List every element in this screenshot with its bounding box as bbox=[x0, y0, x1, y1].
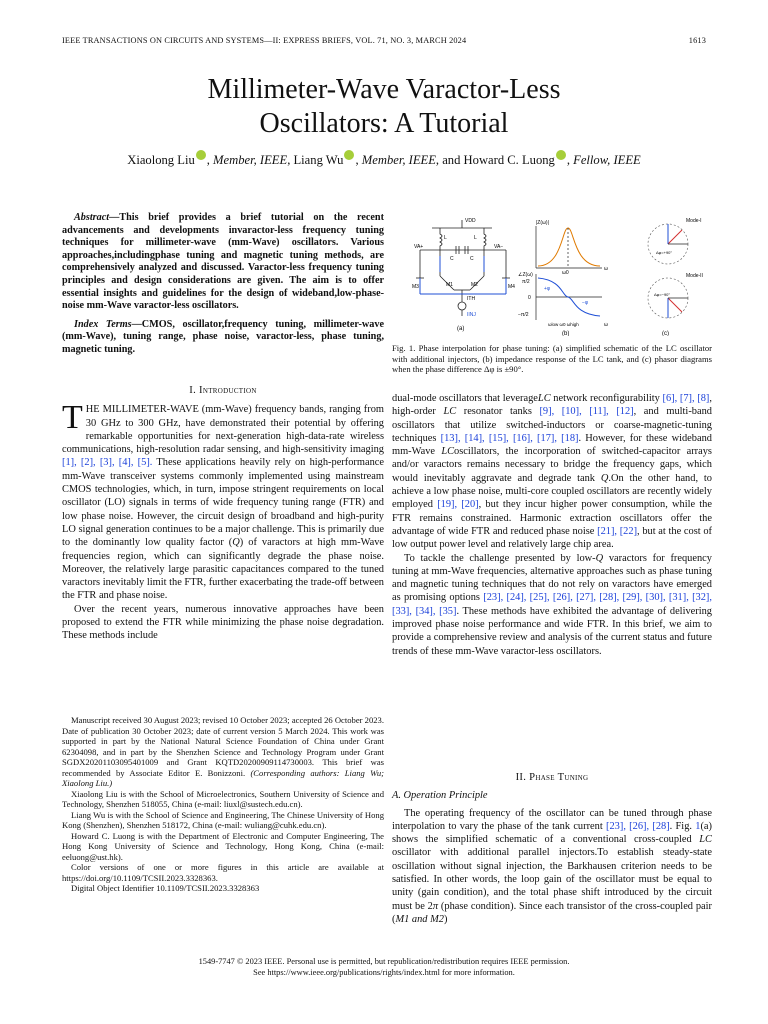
footnote-affiliation: Liang Wu is with the School of Science and Engineering, The Chinese University of Hong Kong (Shenzhen), Shenzhen 518172, China (e-mail: wuliang@cuhk.edu.cn). bbox=[62, 809, 384, 830]
journal-name: IEEE TRANSACTIONS ON CIRCUITS AND SYSTEMS—II: EXPRESS BRIEFS, VOL. 71, NO. 3, MARCH 2024 bbox=[62, 36, 467, 45]
citation-link[interactable]: [23], [26], [28] bbox=[606, 820, 670, 832]
paper-title bbox=[0, 73, 768, 141]
omega-label: ω bbox=[604, 266, 608, 272]
citation-link[interactable]: [23], [24], [25], [26], [27], [28], [29], [30], [31], [32], [33], [34], [35] bbox=[392, 592, 712, 617]
citation-link[interactable]: [6], [7], [8] bbox=[662, 393, 710, 404]
m4-label: M4 bbox=[508, 284, 515, 290]
author-1: Xiaolong Liu bbox=[127, 153, 195, 167]
figure-1 bbox=[412, 216, 712, 336]
inductor-label: L bbox=[444, 235, 447, 241]
m2-label: M2 bbox=[471, 282, 478, 288]
copyright-line-2: See https://www.ieee.org/publications/rights/index.html for more information. bbox=[253, 968, 515, 977]
vin-left-label: VA+ bbox=[414, 244, 424, 250]
phi-minus-label: −φ bbox=[582, 300, 589, 306]
title-line-1: Millimeter-Wave Varactor-Less bbox=[207, 74, 561, 105]
omega-axis-label: ωlow ω0 ωhigh bbox=[548, 322, 579, 327]
footnote-color: Color versions of one or more figures in this article are available at https://doi.org/10.1109/TCSII.2023.3328363. bbox=[62, 862, 384, 883]
dropcap: T bbox=[62, 399, 83, 437]
paragraph: dual-mode oscillators that leverageLC network reconfigurability [6], [7], [8], high-order LC resonator tanks [9], [10], [11], [12], and multi-band oscillators that utilize switched-inductors or coarse-magnetic-tuning techniques [13], [14], [15], [16], [17], [18]. However, for these wideband mm-Wave LCoscillators, the incorporation of switched-capacitor arrays and/or varactors remains necessary to bridge the frequency gaps, which would inevitably aggravate and degrade tank Q.On the other hand, to achieve a low phase noise, multi-core coupled oscillators are recently widely employed [19], [20], but they incur higher power consumption, while the FTR remains constrained. Harmonic extraction oscillators offer the advantage of wide FTR and reduced phase noise [21], [22], but at the cost of low output power level and relatively large chip area. bbox=[392, 393, 712, 551]
panel-label-b: (b) bbox=[562, 331, 570, 336]
section-heading: II. Phase Tuning bbox=[515, 772, 589, 783]
citation-link[interactable]: [13], [14], [15], [16], [17], [18] bbox=[440, 432, 579, 444]
orcid-icon[interactable] bbox=[556, 150, 566, 160]
figure-link[interactable]: 1 bbox=[695, 820, 701, 832]
abstract: Abstract—This brief provides a brief tutorial on the recent advancements and developments invaractor-less frequency tuning techniques for millimeter-wave (mm-Wave) oscillators. Various approaches,includingphase tuning and magnetic tuning methods, are comprehensively analyzed and discussed. Varactor-less frequency tuning principles and design considerations are given. The aim is to offer essential insights and guidelines for the design of wideband,low-phase-noise mm-Wave varactor-less oscillators. bbox=[62, 212, 384, 312]
bias-current-label: IINJ bbox=[467, 312, 476, 318]
copyright-notice bbox=[0, 956, 768, 978]
mode2-label: Mode-II bbox=[686, 273, 703, 279]
dphi-minus-label: Δφ=−90° bbox=[654, 292, 670, 297]
z-magnitude-label: |Z(ω)| bbox=[536, 220, 549, 226]
zero-label: 0 bbox=[528, 295, 531, 301]
page-number: 1613 bbox=[688, 36, 706, 45]
injector-paths bbox=[420, 256, 506, 294]
citation-link[interactable]: [21], [22] bbox=[597, 525, 638, 537]
author-1-role: Member, IEEE bbox=[213, 153, 288, 167]
paragraph: THE MILLIMETER-WAVE (mm-Wave) frequency bands, ranging from 30 GHz to 300 GHz, have demonstrated their potential by offering remarkable opportunities for next-generation high-data-rate wireless communications, high-resolution radar sensing, and high-sensitivity imaging [1], [2], [3], [4], [5]. These applications heavily rely on high-performance mm-Wave transceiver systems commonly implemented using mainstream CMOS technologies, which, in turn, impose stringent requirements on local oscillator (LO) signals in terms of wide frequency tuning range (FTR) and low phase noise. However, the circuit design of broadband and high-purity LO signal generation continues to be a major challenge. This is primarily due to the dominantly low quality factor (Q) of varactors at high mm-Wave frequencies region, which can significantly degrade the phase noise. Moreover, the relatively large parasitic capacitances compared to the tuned varactors inevitably limit the FTR, further exacerbating the trade-off between the FTR and phase noise. bbox=[62, 399, 385, 602]
index-terms: Index Terms—CMOS, oscillator,frequency tuning, millimeter-wave (mm-Wave), tuning range, phase noise, varactor-less, phase tuning, magnetic tuning. bbox=[62, 318, 384, 355]
footnote-manuscript: Manuscript received 30 August 2023; revised 10 October 2023; accepted 26 October 2023. Date of publication 30 October 2023; date of current version 5 March 2024. This work was supported in part by the National Natural Science Foundation of China under Grant 62304098, and in part by the Shenzhen Science and Technology Program under Grant SGDX20201103095401009 and Grant KQTD20200909114730003. This brief was recommended by Associate Editor E. Bonizzoni. (Corresponding authors: Liang Wu; Xiaolong Liu.) bbox=[62, 715, 384, 788]
author-2-role: Member, IEEE bbox=[361, 153, 436, 167]
impedance-plot bbox=[536, 226, 602, 320]
panel-label-a: (a) bbox=[457, 326, 465, 332]
citation-link[interactable]: [1], [2], [3], [4], [5]. bbox=[62, 457, 153, 469]
inductor-label: L bbox=[474, 235, 477, 241]
subsection-heading: A. Operation Principle bbox=[392, 790, 488, 802]
mode1-label: Mode-I bbox=[686, 218, 702, 224]
paragraph: The operating frequency of the oscillator can be tuned through phase interpolation to vary the phase of the tank current [23], [26], [28]. Fig. 1(a) shows the simplified schematic of a conventional cross-coupled LC oscillator with additional parallel injectors.To establish steady-state oscillation without signal injection, the Barkhausen criterion needs to be satisfied. In other words, the loop gain of the oscillator must be equal to unity (gain condition), and the total phase shift introduced by the circuit must be 2π (phase condition). Since each transistor of the cross-coupled pair (M1 and M2) bbox=[392, 807, 713, 925]
capacitor-label: C bbox=[450, 256, 454, 262]
pi-half-label: π/2 bbox=[522, 279, 530, 285]
m3-label: M3 bbox=[412, 284, 419, 290]
abstract-block bbox=[62, 212, 384, 357]
figure-caption: Fig. 1. Phase interpolation for phase tuning: (a) simplified schematic of the LC oscillator with additional injectors, (b) impedance response of the LC tank, and (c) phasor diagrams when the phase difference Δφ is ±90°. bbox=[392, 343, 712, 375]
citation-link[interactable]: [9], [10], [11], [12] bbox=[539, 406, 634, 418]
tail-current-label: ITH bbox=[467, 296, 476, 302]
orcid-icon[interactable] bbox=[196, 150, 206, 160]
title-line-2: Oscillators: A Tutorial bbox=[259, 108, 509, 139]
author-list: Xiaolong Liu , Member, IEEE, Liang Wu , Member, IEEE, and Howard C. Luong , Fellow, IEEE bbox=[0, 150, 768, 168]
dphi-plus-label: Δφ=+90° bbox=[656, 250, 672, 255]
copyright-line-1: 1549-7747 © 2023 IEEE. Personal use is permitted, but republication/redistribution requires IEEE permission. bbox=[198, 957, 570, 966]
phasor-diagrams bbox=[648, 224, 688, 318]
section-introduction bbox=[62, 384, 384, 643]
schematic bbox=[416, 220, 510, 316]
footnote-affiliation: Howard C. Luong is with the Department of Electronic and Computer Engineering, The Hong Kong University of Science and Technology, Hong Kong, China (e-mail: eeluong@ust.hk). bbox=[62, 830, 384, 862]
omega0-label: ω0 bbox=[562, 270, 569, 276]
paragraph: Over the recent years, numerous innovative approaches have been proposed to extend the FTR while minimizing the phase noise degradation. These methods include bbox=[62, 603, 384, 642]
orcid-icon[interactable] bbox=[344, 150, 354, 160]
vin-right-label: VA− bbox=[494, 244, 504, 250]
capacitor-label: C bbox=[470, 256, 474, 262]
citation-link[interactable]: [19], [20] bbox=[437, 499, 479, 511]
running-header bbox=[62, 36, 706, 45]
phi-plus-label: +φ bbox=[544, 286, 551, 292]
z-phase-label: ∠Z(ω) bbox=[518, 272, 533, 278]
section-phase-tuning bbox=[392, 771, 712, 926]
footnote-affiliation: Xiaolong Liu is with the School of Microelectronics, Southern University of Science and Technology, Shenzhen 518055, China (e-mail: liuxl@sustech.edu.cn). bbox=[62, 788, 384, 809]
paragraph: To tackle the challenge presented by low-Q varactors for frequency tuning at mm-Wave frequencies, alternative approaches such as phase tuning and magnetic tuning techniques that do not rely on varactors have emerged as promising options [23], [24], [25], [26], [27], [28], [29], [30], [31], [32], [33], [34], [35]. These methods have exhibited the advantage of delivering improved phase noise performance and wide FTR. In this brief, we aim to provide a comprehensive review and analysis of the current status and future trends of these mm-Wave varactor-less oscillators. bbox=[392, 552, 712, 657]
vdd-label: VDD bbox=[465, 218, 476, 224]
m1-label: M1 bbox=[446, 282, 453, 288]
minus-pi-half-label: −π/2 bbox=[518, 312, 529, 318]
footnote-doi: Digital Object Identifier 10.1109/TCSII.2023.3328363 bbox=[71, 883, 260, 893]
section-heading: I. Introduction bbox=[189, 385, 257, 396]
author-2: Liang Wu bbox=[293, 153, 344, 167]
footnote bbox=[62, 715, 384, 894]
omega-label: ω bbox=[604, 322, 608, 328]
author-3-role: Fellow, IEEE bbox=[573, 153, 641, 167]
section-introduction-continued bbox=[392, 392, 712, 658]
panel-label-c: (c) bbox=[662, 331, 669, 336]
author-3: Howard C. Luong bbox=[463, 153, 555, 167]
